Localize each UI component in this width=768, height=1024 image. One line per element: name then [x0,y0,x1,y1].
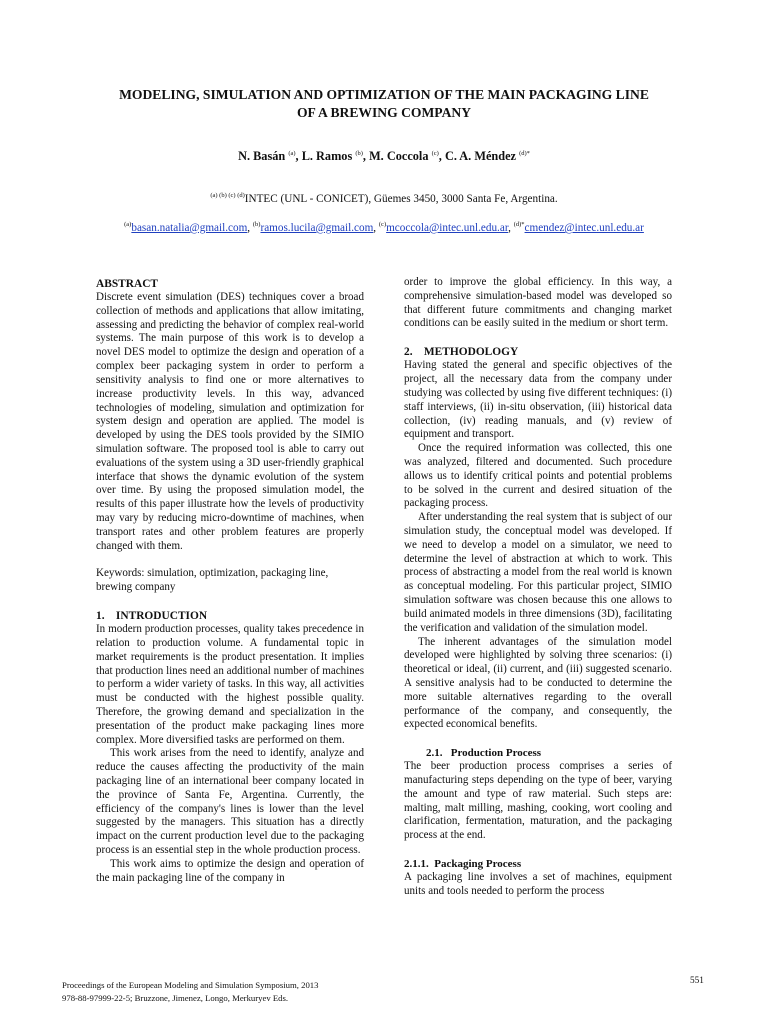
author-affil-mark: (a) [288,150,296,157]
affiliation [60,192,708,205]
email-link[interactable]: mcoccola@intec.unl.edu.ar [386,222,509,234]
methodology-heading: 2. METHODOLOGY [404,346,519,359]
author-name: M. Coccola [369,149,429,163]
author-separator: , [362,149,370,163]
methodology-paragraph-2: Once the required information was collected, this one was analyzed, filtered and documented. Such procedure allows us to identify critical points and potential problems to be solved in the current and desired situation of the packaging process. [404,442,672,510]
author-separator: , [295,149,302,163]
footer-line-2: 978-88-97999-22-5; Bruzzone, Jimenez, Longo, Merkuryev Eds. [62,992,289,1003]
methodology-paragraph-1: Having stated the general and specific objectives of the project, all the necessary data from the company under studying was collected by using five different techniques: (i) staff interviews, (ii) in-situ observation, (iii) historical data collection, (iv) reading manuals, and (v) review of equipment and transport. [404,359,672,441]
email-separator: , [373,222,379,234]
page-number: 551 [690,976,704,986]
abstract-heading: ABSTRACT [96,278,159,290]
email-mark: (d)* [513,221,525,228]
affiliation-text: INTEC (UNL - CONICET), Güemes 3450, 3000 Santa Fe, Argentina. [244,193,558,205]
email-mark: (b) [252,221,261,228]
production-process-heading: 2.1. Production Process [426,747,542,760]
introduction-paragraph-2: This work arises from the need to identify, analyze and reduce the causes affecting the productivity of the main packaging line of an international beer company located in the province of Santa Fe, Argentina. Currently, the efficiency of the company's lines is lower than the level suggested by the managers. This situation has a directly impact on the current production level due to the packaging process is an essential step in the whole production process. [96,747,364,857]
title-line-1: MODELING, SIMULATION AND OPTIMIZATION OF THE MAIN PACKAGING LINE [119,87,649,102]
introduction-paragraph-3: This work aims to optimize the design and operation of the main packaging line of the company in [96,857,364,884]
introduction-paragraph-1: In modern production processes, quality takes precedence in relation to production volume. A fundamental topic in market requirements is the product presentation. It implies that production lines need an additional number of machines to perform a wider variety of tasks. In this way, all activities must be conducted with the highest possible quality. Therefore, the growing demand and specialization in the presentation of the product make packaging lines more complex. More diversified tasks are performed on them. [96,623,364,746]
packaging-process-heading: 2.1.1. Packaging Process [404,858,522,871]
introduction-heading: 1. INTRODUCTION [96,610,208,623]
author-name: C. A. Méndez [444,149,516,163]
email-separator: , [247,222,253,234]
email-link[interactable]: basan.natalia@gmail.com [131,222,248,234]
email-link[interactable]: cmendez@intec.unl.edu.ar [524,222,644,234]
footer-line-1: Proceedings of the European Modeling and Simulation Symposium, 2013 [62,980,319,990]
email-link[interactable]: ramos.lucila@gmail.com [260,222,374,234]
author-affil-mark: (c) [431,150,439,157]
production-process-text: The beer production process comprises a series of manufacturing steps depending on the type of beer, varying the amount and type of raw material. Such steps are: malting, malt milling, mashing, cooking, wort cooling and clarification, fermentation, maturation, and the packaging process at the end. [404,760,672,842]
author-name: L. Ramos [301,149,353,163]
author-affil-mark: (d)* [519,150,530,157]
introduction-paragraph-3-continued: order to improve the global efficiency. In this way, a comprehensive simulation-based model was developed so that different future commitments and changing market conditions can be easily suited in the medium or short term. [404,276,672,330]
author-separator: , [438,149,445,163]
email-mark: (c) [378,221,387,228]
author-name: N. Basán [238,149,286,163]
abstract-text: Discrete event simulation (DES) techniques cover a broad collection of methods and applications that allow imitating, assessing and predicting the behavior of complex real-world systems. The main purpose of this work is to develop a novel DES model to optimize the design and operation of a complex beer packaging system in order to perform a sensitivity analysis to find one or more alternatives to increase productivity levels. In this way, advanced technologies of modeling, simulation and optimization for system design and operation are applied. The model is developed by using the DES tools provided by the SIMIO simulation software. The proposed tool is able to carry out evaluations of the system using a 3D user-friendly graphical interface that shows the dynamic evolution of the system over time. By using the proposed simulation model, the results of this paper illustrate how the levels of productivity may vary by reducing micro-downtime of machines, when transport rates and other problem features are properly changed with them. [96,291,364,552]
methodology-paragraph-4: The inherent advantages of the simulation model developed were highlighted by solving three scenarios: (i) theoretical or ideal, (ii) current, and (iii) suggested scenario. A sensitive analysis had to be conducted to determine the more suitable alternatives regarding to the overall performance of the company, and consequently, the expected economical benefits. [404,635,672,731]
right-column [404,276,672,899]
email-separator: , [508,222,514,234]
keywords: Keywords: simulation, optimization, packaging line, brewing company [96,567,329,594]
author-affil-mark: (b) [355,150,363,157]
paper-title [60,86,708,122]
packaging-process-text: A packaging line involves a set of machines, equipment units and tools needed to perform the process [404,871,672,897]
affiliation-marks: (a) (b) (c) (d) [210,192,245,199]
author-list [60,149,708,164]
left-column [96,277,364,886]
email-mark: (a) [124,221,132,228]
title-line-2: OF A BREWING COMPANY [296,105,472,120]
proceedings-footer [62,979,319,1004]
email-list [60,221,708,234]
methodology-paragraph-3: After understanding the real system that is subject of our simulation study, the conceptual model was developed. If we need to develop a model on a simulator, we need to determine the level of abstraction at which to work. This process of abstracting a model from the real world is known as conceptual modeling. For this particular project, SIMIO simulation software was chosen because this one allows to build animated models in three dimensions (3D), facilitating the verification and validation of the simulation model. [404,511,672,634]
